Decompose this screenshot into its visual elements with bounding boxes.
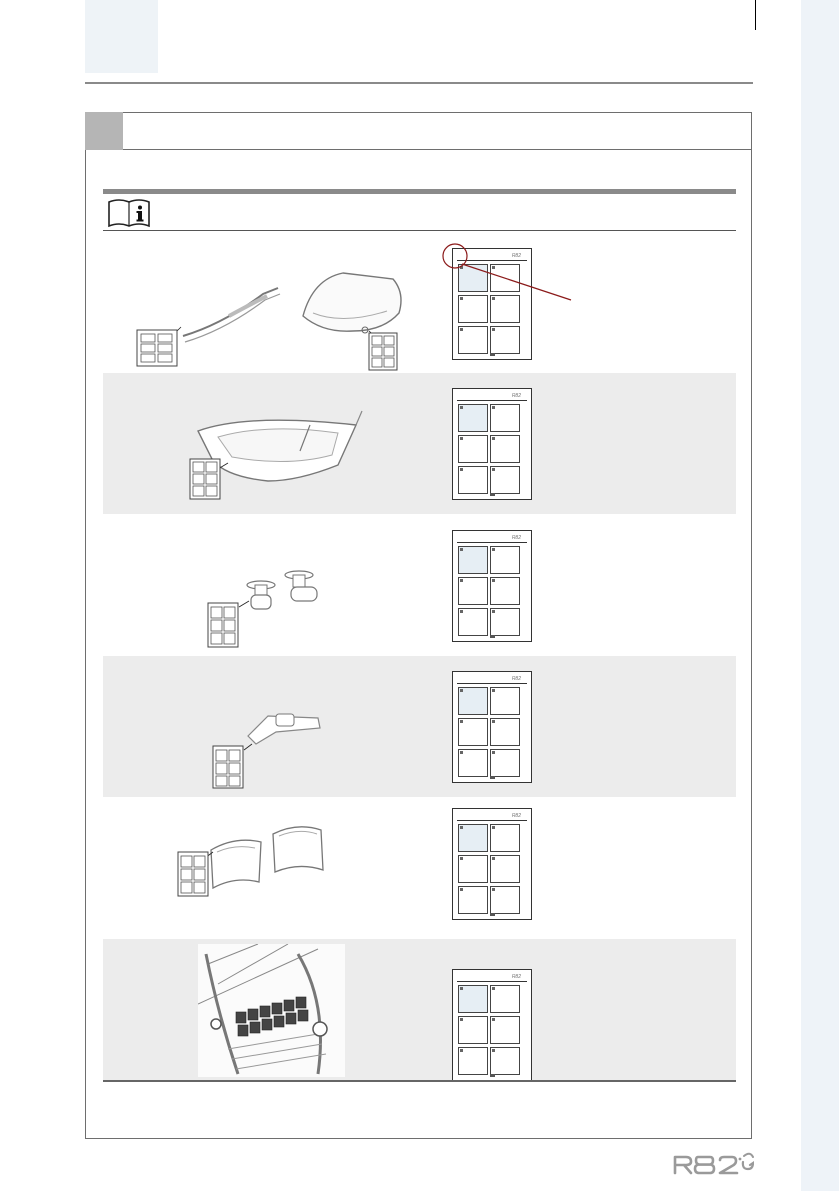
part-row-1 (103, 231, 736, 372)
tray-illustration (283, 261, 413, 371)
thumbnail-logo: R82 (511, 813, 521, 819)
manual-thumbnail (452, 530, 532, 642)
manual-thumbnail (452, 671, 532, 783)
crop-mark (755, 0, 756, 30)
manual-info-icon (107, 197, 151, 229)
section-title-bar (85, 112, 752, 150)
lateral-pads-illustration (173, 822, 333, 907)
armrest-illustration (133, 276, 283, 371)
part-row-4 (103, 656, 736, 797)
chapter-tab (85, 0, 158, 73)
header-rule (85, 82, 753, 84)
part-row-3 (103, 515, 736, 656)
part-row-6 (103, 939, 736, 1080)
manual-thumbnail (452, 808, 532, 920)
clamp-fittings-illustration (203, 565, 333, 650)
thumbnail-logo: R82 (511, 974, 521, 980)
thumbnail-logo: R82 (511, 676, 521, 682)
info-rule (103, 189, 736, 194)
seat-frame-photo (198, 944, 345, 1077)
part-row-5 (103, 797, 736, 938)
bracket-illustration (208, 706, 328, 791)
part-row-2 (103, 373, 736, 514)
table-bottom-rule (103, 1080, 736, 1082)
r82-logo (672, 1149, 754, 1175)
manual-thumbnail (452, 388, 532, 500)
section-number-square (85, 112, 123, 150)
side-color-strip (801, 0, 839, 1191)
thumbnail-logo: R82 (511, 535, 521, 541)
callout-pointer (438, 236, 578, 306)
manual-thumbnail (452, 969, 532, 1081)
thumbnail-logo: R82 (511, 393, 521, 399)
thumbnail-logo: R82 (511, 253, 521, 259)
tray-table-illustration (188, 403, 378, 503)
